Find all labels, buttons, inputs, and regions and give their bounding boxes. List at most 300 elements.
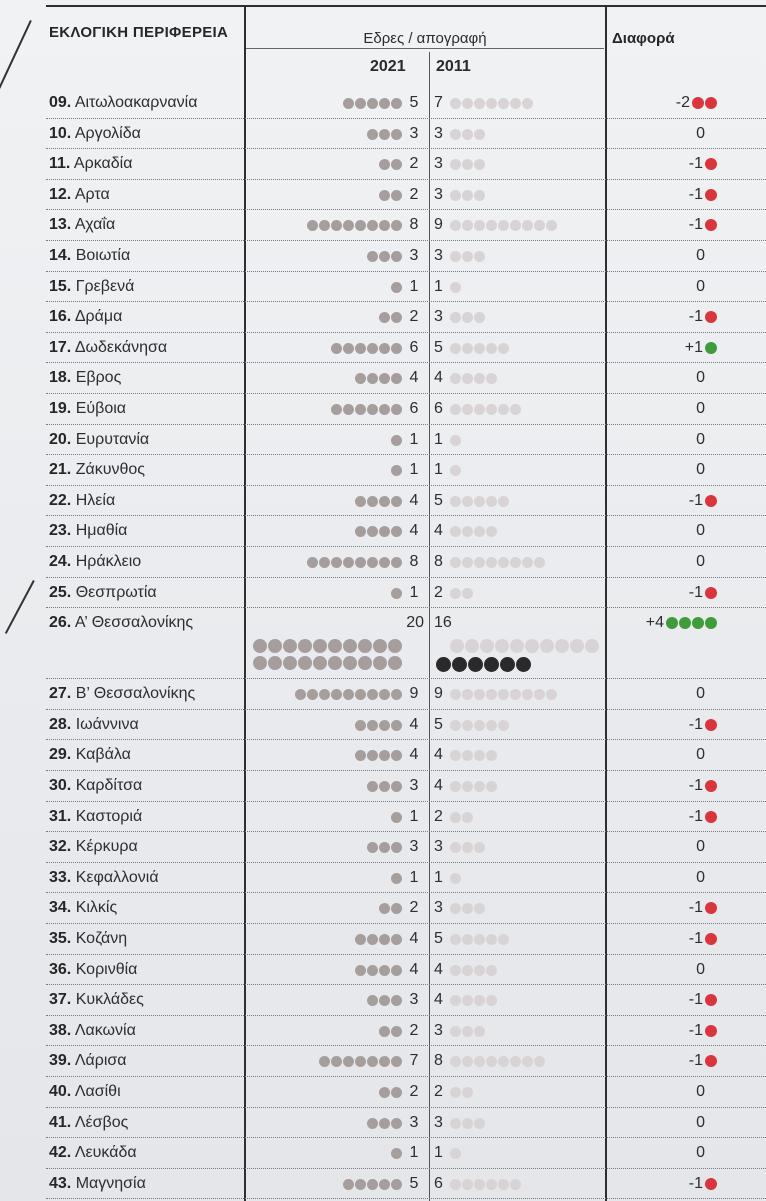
seat-dot-2021 <box>355 98 366 109</box>
seat-dot-2011 <box>450 812 461 823</box>
seats-2021-value: 8 <box>409 553 419 570</box>
seat-dot-2011 <box>570 639 584 653</box>
seat-dot-2021 <box>355 404 366 415</box>
seat-dot-2021 <box>307 557 318 568</box>
seat-loss-dot <box>705 587 717 599</box>
seat-dot-2021 <box>355 526 366 537</box>
seat-dot-2011-new <box>484 657 499 672</box>
seat-dot-2021 <box>298 656 312 670</box>
seat-dots-2021 <box>367 129 402 141</box>
seat-dot-2011 <box>462 373 473 384</box>
region-number: 17. <box>49 338 72 356</box>
seat-dot-2021 <box>355 1056 366 1067</box>
seat-dot-2021 <box>331 220 342 231</box>
region-name <box>49 608 193 638</box>
seat-dot-2011 <box>474 220 485 231</box>
seat-dot-2011 <box>462 312 473 323</box>
table-row <box>46 608 766 679</box>
region-label: Λέσβος <box>71 1113 129 1131</box>
seats-2011-value: 5 <box>434 930 443 947</box>
seat-dot-2011 <box>462 251 473 262</box>
seat-dot-2021 <box>268 656 282 670</box>
region-name <box>49 272 134 302</box>
seat-dot-2011 <box>474 750 485 761</box>
seat-dot-2021 <box>343 1179 354 1190</box>
seat-dot-2011 <box>450 720 461 731</box>
seat-dot-2021 <box>379 689 390 700</box>
seats-2021-value: 5 <box>409 94 419 111</box>
table-row <box>46 119 766 150</box>
table-row <box>46 302 766 333</box>
seat-dot-2011 <box>522 220 533 231</box>
seat-dot-2021 <box>379 251 390 262</box>
seat-dot-2011-new <box>500 657 515 672</box>
difference-value: -1 <box>688 715 703 733</box>
seat-dots-2011 <box>450 873 461 885</box>
seat-loss-dot <box>705 933 717 945</box>
seat-loss-dot <box>705 495 717 507</box>
seat-dot-2021 <box>331 1056 342 1067</box>
seat-dot-2011 <box>474 720 485 731</box>
difference-dots <box>666 617 717 629</box>
region-label: Βοιωτία <box>71 247 131 264</box>
region-number: 41. <box>49 1113 72 1131</box>
seat-dot-2011 <box>486 750 497 761</box>
seat-dot-2011 <box>450 129 461 140</box>
difference-value: +1 <box>684 338 703 356</box>
seat-dots-2021 <box>355 720 402 732</box>
seats-2011-value: 1 <box>434 430 443 448</box>
seat-dot-2011 <box>474 1118 485 1129</box>
region-name <box>49 302 122 332</box>
seat-dot-2011 <box>474 190 485 201</box>
seat-dot-2011 <box>486 557 497 568</box>
seat-dot-2011 <box>474 1026 485 1037</box>
seat-dots-2021 <box>379 1087 402 1099</box>
seat-dot-2011 <box>462 557 473 568</box>
seat-dot-2011 <box>462 842 473 853</box>
table-row <box>46 832 766 863</box>
seat-dot-2021 <box>391 312 402 323</box>
seat-dot-2011 <box>450 220 461 231</box>
seats-2011-value: 3 <box>434 899 443 917</box>
difference-value: 0 <box>696 461 705 479</box>
region-name <box>49 210 115 240</box>
seat-loss-dot <box>705 189 717 201</box>
seats-2021-value: 1 <box>409 277 419 295</box>
seat-dot-2021 <box>331 689 342 700</box>
difference-dots <box>705 1178 717 1190</box>
seat-dot-2011 <box>522 1056 533 1067</box>
seat-dots-2021 <box>367 842 402 854</box>
seats-2011-value: 3 <box>434 124 443 142</box>
region-number: 18. <box>49 369 72 387</box>
difference-dots <box>705 189 717 201</box>
seat-dot-2011 <box>462 1179 473 1190</box>
difference-value: -1 <box>688 777 703 794</box>
seat-dot-2021 <box>391 404 402 415</box>
seat-dot-2021 <box>391 689 402 700</box>
seat-dot-2011 <box>450 465 461 476</box>
seats-2011-value: 6 <box>434 400 443 417</box>
region-name <box>49 740 131 770</box>
seat-dots-2011 <box>450 903 485 915</box>
seat-dot-2011 <box>522 557 533 568</box>
seat-dot-2011 <box>534 557 545 568</box>
seat-dots-2021 <box>391 282 402 294</box>
difference-value: 0 <box>696 960 705 978</box>
region-number: 19. <box>49 400 72 417</box>
region-label: Αχαΐα <box>71 216 116 234</box>
region-number: 26. <box>49 614 72 632</box>
region-name <box>49 955 137 985</box>
seat-dot-2011 <box>585 639 599 653</box>
difference-value: -1 <box>688 991 703 1009</box>
seat-dot-2021 <box>355 934 366 945</box>
seat-dot-2021 <box>367 995 378 1006</box>
seat-dot-2011 <box>450 1148 461 1159</box>
seat-dot-2011 <box>450 343 461 354</box>
region-number: 42. <box>49 1144 72 1162</box>
seat-dots-2021 <box>355 373 402 385</box>
difference-dots <box>705 780 717 792</box>
seat-dot-2021 <box>379 404 390 415</box>
seat-dot-2021 <box>253 656 267 670</box>
region-name <box>49 863 159 893</box>
region-name <box>49 119 141 149</box>
seat-dot-2021 <box>331 404 342 415</box>
region-name <box>49 149 132 179</box>
seat-dot-2011 <box>510 557 521 568</box>
seat-dot-2021 <box>379 343 390 354</box>
seat-dot-2011 <box>462 1087 473 1098</box>
seat-dot-2021 <box>379 557 390 568</box>
seat-gain-dot <box>692 617 704 629</box>
seat-dot-2021 <box>367 750 378 761</box>
seat-dot-2011 <box>450 159 461 170</box>
seat-dot-2021 <box>343 557 354 568</box>
seat-dots-2021-row2 <box>253 656 402 670</box>
region-label: Κοζάνη <box>71 930 128 947</box>
seat-dot-2021 <box>379 1026 390 1037</box>
seat-dots-2011 <box>450 373 497 385</box>
seat-dot-2021 <box>391 934 402 945</box>
table-row <box>46 679 766 710</box>
difference-dots <box>705 811 717 823</box>
region-name <box>49 180 110 210</box>
table-row <box>46 802 766 833</box>
seat-dot-2011 <box>534 1056 545 1067</box>
seat-dots-2021 <box>379 159 402 171</box>
table-row <box>46 710 766 741</box>
region-number: 09. <box>49 94 72 111</box>
seat-dot-2021 <box>319 220 330 231</box>
seat-dots-2021 <box>307 220 402 232</box>
header-subrule <box>246 48 604 49</box>
region-name <box>49 394 126 424</box>
region-label: Ευρυτανία <box>71 430 150 448</box>
seat-dot-2011 <box>462 934 473 945</box>
seat-dot-2021 <box>391 965 402 976</box>
table-row <box>46 985 766 1016</box>
seat-dots-2021 <box>379 1026 402 1038</box>
seat-dot-2011 <box>462 159 473 170</box>
seat-dot-2011 <box>462 1026 473 1037</box>
region-label: Δωδεκάνησα <box>71 338 168 356</box>
seat-dots-2021 <box>391 812 402 824</box>
seat-dot-2021 <box>379 903 390 914</box>
seat-dot-2021 <box>307 220 318 231</box>
seat-dot-2011 <box>450 965 461 976</box>
seat-dot-2021 <box>379 159 390 170</box>
region-label: Κεφαλλονιά <box>71 868 159 886</box>
seat-dot-2011 <box>462 750 473 761</box>
table-row <box>46 771 766 802</box>
seat-dot-2021 <box>253 639 267 653</box>
seat-dots-2011 <box>450 588 473 600</box>
seat-dot-2021 <box>283 656 297 670</box>
region-number: 28. <box>49 715 72 733</box>
seat-dot-2021 <box>391 465 402 476</box>
seat-dot-2021 <box>343 1056 354 1067</box>
seat-dot-2011 <box>462 965 473 976</box>
region-label: Γρεβενά <box>71 277 135 295</box>
seats-2021-value: 1 <box>409 461 419 479</box>
seat-dots-2011 <box>450 435 461 447</box>
seats-2021-value: 2 <box>409 1083 419 1100</box>
seat-dots-2011 <box>450 934 509 946</box>
region-name <box>49 455 145 485</box>
seat-dots-2021 <box>391 588 402 600</box>
seat-dots-2011 <box>450 251 485 263</box>
seat-dot-2021 <box>343 98 354 109</box>
region-name <box>49 333 167 363</box>
seats-2021-value: 1 <box>409 583 419 601</box>
region-label: Καβάλα <box>71 746 131 764</box>
seat-dot-2021 <box>355 965 366 976</box>
table-row <box>46 363 766 394</box>
table-row <box>46 1016 766 1047</box>
seat-dot-2021 <box>343 343 354 354</box>
seat-dot-2021 <box>379 965 390 976</box>
region-number: 39. <box>49 1052 72 1070</box>
difference-value: 0 <box>696 553 705 570</box>
seat-dot-2011 <box>450 404 461 415</box>
seat-dot-2011 <box>486 98 497 109</box>
seat-dot-2021 <box>379 526 390 537</box>
seat-dot-2021 <box>391 1056 402 1067</box>
region-label: Κορινθία <box>71 960 138 978</box>
seat-dot-2011 <box>474 689 485 700</box>
seat-dot-2011 <box>462 129 473 140</box>
seat-dot-2021 <box>379 98 390 109</box>
region-number: 33. <box>49 868 72 886</box>
seats-2011-value: 3 <box>434 308 443 326</box>
region-label: Κυκλάδες <box>71 991 144 1009</box>
table-row <box>46 924 766 955</box>
difference-value: -1 <box>688 930 703 947</box>
seats-2021-value: 4 <box>409 522 419 540</box>
seat-dot-2011 <box>546 220 557 231</box>
seat-dot-2021 <box>391 282 402 293</box>
seat-dot-2021 <box>343 656 357 670</box>
region-name <box>49 832 138 862</box>
seat-dot-2011 <box>450 373 461 384</box>
seat-dots-2011 <box>450 720 509 732</box>
seat-dots-2021-row1 <box>253 639 402 653</box>
seat-dots-2011 <box>450 282 461 294</box>
seat-dots-2021 <box>319 1056 402 1068</box>
difference-value: 0 <box>696 868 705 886</box>
seat-dot-2021 <box>367 129 378 140</box>
seat-dot-2011 <box>474 404 485 415</box>
seat-dot-2011 <box>510 639 524 653</box>
seat-dot-2011 <box>462 781 473 792</box>
seat-dot-2011 <box>498 220 509 231</box>
seats-2011-value: 2 <box>434 583 443 601</box>
table-row <box>46 1169 766 1200</box>
seat-dot-2011 <box>498 934 509 945</box>
region-number: 43. <box>49 1174 72 1192</box>
difference-dots <box>705 1055 717 1067</box>
seat-dot-2021 <box>391 812 402 823</box>
seats-2021-value: 2 <box>409 308 419 326</box>
seats-2021-value: 3 <box>409 1113 419 1131</box>
seat-dot-2021 <box>355 1179 366 1190</box>
seat-dot-2011 <box>462 98 473 109</box>
seat-dot-2021 <box>367 934 378 945</box>
difference-value: -1 <box>688 583 703 601</box>
seat-loss-dot <box>705 219 717 231</box>
seat-dot-2011 <box>486 1056 497 1067</box>
difference-dots <box>705 587 717 599</box>
seat-dot-2011 <box>474 965 485 976</box>
seats-2011-value: 4 <box>434 746 443 764</box>
seats-2021-value: 3 <box>409 777 419 794</box>
seat-dot-2021 <box>388 656 402 670</box>
seat-dot-2021 <box>391 496 402 507</box>
seat-dot-2011 <box>450 496 461 507</box>
difference-value: -1 <box>688 155 703 173</box>
region-label: Αιτωλοακαρνανία <box>71 94 198 111</box>
table-row <box>46 272 766 303</box>
seats-2011-value: 4 <box>434 369 443 387</box>
seats-2011-value: 1 <box>434 868 443 886</box>
seat-loss-dot <box>705 97 717 109</box>
seats-2021-value: 1 <box>409 868 419 886</box>
region-name <box>49 1108 128 1138</box>
region-number: 30. <box>49 777 72 794</box>
seats-2021-value: 9 <box>409 685 419 703</box>
seat-dot-2011 <box>450 435 461 446</box>
seat-dot-2011 <box>486 781 497 792</box>
region-number: 10. <box>49 124 72 142</box>
seats-2021-value: 1 <box>409 807 419 825</box>
difference-value: 0 <box>696 685 705 703</box>
seat-dot-2011 <box>486 965 497 976</box>
seat-dot-2021 <box>391 720 402 731</box>
region-name <box>49 679 195 709</box>
difference-value: 0 <box>696 746 705 764</box>
seat-dots-2011 <box>450 465 461 477</box>
region-label: Ηλεία <box>71 491 116 509</box>
seat-dots-2011 <box>450 526 497 538</box>
seats-2011-value: 8 <box>434 1052 443 1070</box>
seat-dot-2021 <box>391 1179 402 1190</box>
difference-value: 0 <box>696 1144 705 1162</box>
seat-dot-2021 <box>391 1118 402 1129</box>
seat-loss-dot <box>705 719 717 731</box>
seat-dot-2011 <box>462 343 473 354</box>
seat-dot-2011 <box>474 1056 485 1067</box>
region-label: Ημαθία <box>71 522 128 540</box>
seat-dot-2011 <box>486 720 497 731</box>
seat-dot-2021 <box>391 220 402 231</box>
seat-loss-dot <box>705 1025 717 1037</box>
region-label: Λευκάδα <box>71 1144 137 1162</box>
seat-dots-2021 <box>355 934 402 946</box>
region-name <box>49 486 115 516</box>
seat-dot-2021 <box>379 995 390 1006</box>
region-name <box>49 578 157 608</box>
difference-value: 0 <box>696 1083 705 1100</box>
seat-dots-2021 <box>391 873 402 885</box>
region-label: Μαγνησία <box>71 1174 146 1192</box>
seat-dots-2021 <box>307 557 402 569</box>
region-number: 29. <box>49 746 72 764</box>
seat-dots-2021 <box>391 1148 402 1160</box>
seat-dot-2021 <box>379 220 390 231</box>
seat-dot-2021 <box>391 435 402 446</box>
region-number: 22. <box>49 491 72 509</box>
seat-dots-2011 <box>450 98 533 110</box>
seat-dot-2011 <box>474 251 485 262</box>
seat-loss-dot <box>705 158 717 170</box>
region-label: Ηράκλειο <box>71 553 142 570</box>
seat-dots-2021 <box>343 1179 402 1191</box>
seats-2021-value: 4 <box>409 746 419 764</box>
seat-dot-2011 <box>540 639 554 653</box>
seat-gain-dot <box>679 617 691 629</box>
seat-dot-2011 <box>450 282 461 293</box>
seat-dot-2021 <box>268 639 282 653</box>
seats-2021-value: 4 <box>409 369 419 387</box>
difference-value: 0 <box>696 247 705 264</box>
seat-dot-2011 <box>510 689 521 700</box>
region-number: 34. <box>49 899 72 917</box>
difference-dots <box>705 902 717 914</box>
table-row <box>46 425 766 456</box>
seat-dot-2011 <box>450 98 461 109</box>
difference-dots <box>705 342 717 354</box>
region-number: 27. <box>49 685 72 703</box>
seat-dot-2021 <box>355 720 366 731</box>
seat-dots-2021 <box>367 995 402 1007</box>
seat-dots-2021 <box>367 1118 402 1130</box>
seats-2011-value: 4 <box>434 991 443 1009</box>
seat-dot-2021 <box>319 689 330 700</box>
seat-dot-2011 <box>486 526 497 537</box>
seat-gain-dot <box>705 342 717 354</box>
region-name <box>49 710 139 740</box>
seat-dot-2011 <box>450 689 461 700</box>
seat-dot-2011 <box>462 220 473 231</box>
seat-dot-2011 <box>510 404 521 415</box>
seat-dot-2011 <box>462 526 473 537</box>
seats-2011-value: 1 <box>434 277 443 295</box>
seat-dot-2021 <box>283 639 297 653</box>
seat-dot-2011 <box>450 750 461 761</box>
